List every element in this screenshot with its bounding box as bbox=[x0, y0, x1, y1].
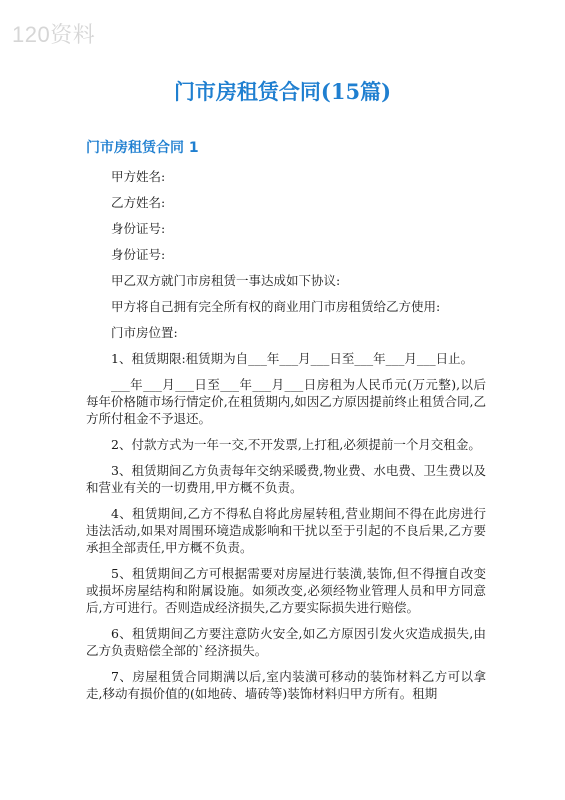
clause-6-fire-safety: 6、租赁期间乙方要注意防火安全,如乙方原因引发火灾造成损失,由乙方负责赔偿全部的`经济损失。 bbox=[86, 626, 486, 658]
lease-statement: 甲方将自己拥有完全所有权的商业用门市房租赁给乙方使用: bbox=[111, 299, 441, 314]
agreement-intro: 甲乙双方就门市房租赁一事达成如下协议: bbox=[111, 273, 341, 288]
id-number-field: 身份证号: bbox=[111, 247, 166, 262]
clause-5-decoration: 5、租赁期间乙方可根据需要对房屋进行装潢,装饰,但不得擅自改变或损坏房屋结构和附属设施。如须改变,必须经物业管理人员和甲方同意后,方可进行。否则造成经济损失,乙方要实际损失进行赔偿。 bbox=[86, 566, 486, 615]
watermark-logo: 120资料 bbox=[12, 22, 96, 47]
section-heading: 门市房租赁合同 1 bbox=[86, 140, 199, 156]
clause-1-term: 1、租赁期限:租赁期为自___年___月___日至___年___月___日止。 bbox=[111, 351, 474, 366]
clause-1-rent: ___年___月___日至___年___月___日房租为人民币元(万元整),以后每年价格随市场行情定价,在租赁期内,如因乙方原因提前终止租赁合同,乙方所付租金不予退还。 bbox=[86, 377, 486, 426]
party-b-name-field: 乙方姓名: bbox=[111, 195, 166, 210]
shop-location-field: 门市房位置: bbox=[111, 325, 178, 340]
document-body bbox=[86, 168, 486, 711]
document-title: 门市房租赁合同(15篇) bbox=[173, 79, 392, 104]
party-a-name-field: 甲方姓名: bbox=[111, 169, 166, 184]
clause-2-payment: 2、付款方式为一年一交,不开发票,上打租,必须提前一个月交租金。 bbox=[111, 437, 481, 452]
id-number-field: 身份证号: bbox=[111, 221, 166, 236]
clause-4-sublet: 4、租赁期间,乙方不得私自将此房屋转租,营业期间不得在此房进行违法活动,如果对周围环境造成影响和干扰以至于引起的不良后果,乙方要承担全部责任,甲方概不负责。 bbox=[86, 506, 486, 555]
clause-3-fees: 3、租赁期间乙方负责每年交纳采暖费,物业费、水电费、卫生费以及和营业有关的一切费用,甲方概不负责。 bbox=[86, 463, 486, 495]
clause-7-expiry: 7、房屋租赁合同期满以后,室内装潢可移动的装饰材料乙方可以拿走,移动有损价值的(如地砖、墙砖等)装饰材料归甲方所有。租期 bbox=[86, 669, 486, 701]
